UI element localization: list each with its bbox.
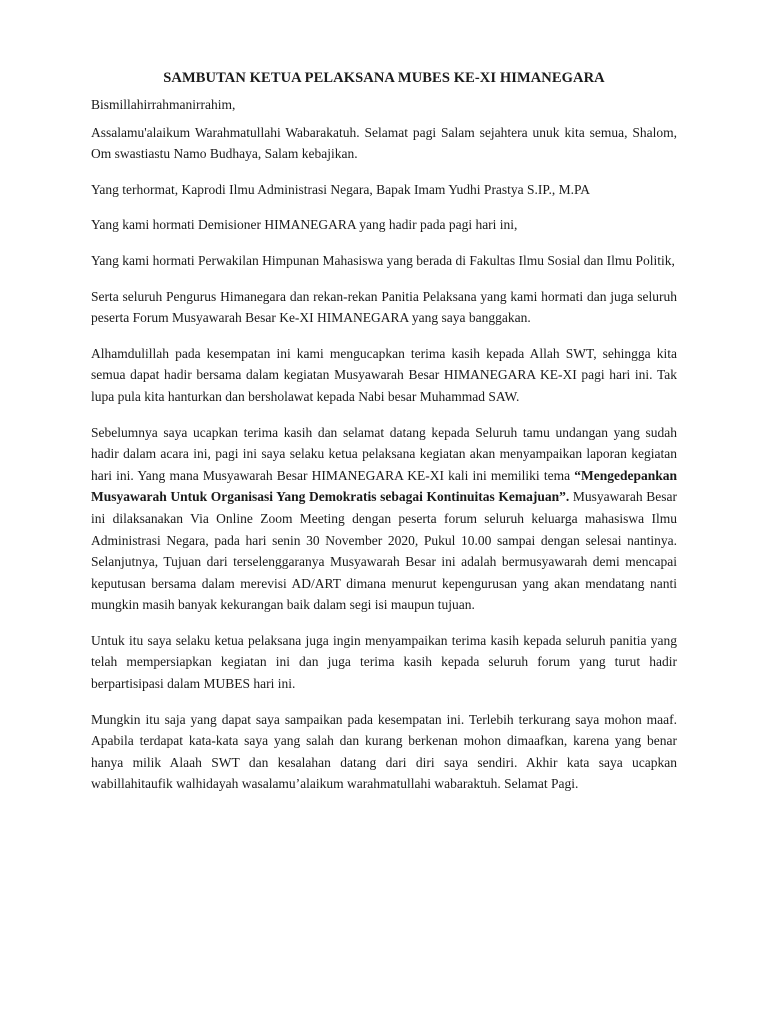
document-title: SAMBUTAN KETUA PELAKSANA MUBES KE-XI HIMANEGARA <box>163 70 605 86</box>
paragraph-alhamdulillah: Alhamdulillah pada kesempatan ini kami mengucapkan terima kasih kepada Allah SWT, sehingga kita semua dapat hadir bersama dalam kegiatan Musyawarah Besar HIMANEGARA KE-XI pagi hari ini. Tak lupa pula kita hanturkan dan bersholawat kepada Nabi besar Muhammad SAW. <box>91 345 677 404</box>
honor-line-kaprodi: Yang terhormat, Kaprodi Ilmu Administrasi Negara, Bapak Imam Yudhi Prastya S.IP., M.PA <box>91 181 590 197</box>
honor-line-perwakilan: Yang kami hormati Perwakilan Himpunan Mahasiswa yang berada di Fakultas Ilmu Sosial dan Ilmu Politik, <box>91 252 675 268</box>
honor-line-demisioner: Yang kami hormati Demisioner HIMANEGARA yang hadir pada pagi hari ini, <box>91 217 518 233</box>
opening-line: Bismillahirrahmanirrahim, <box>91 97 236 112</box>
paragraph-laporan-kegiatan <box>91 422 677 616</box>
event-theme: “Mengedepankan Musyawarah Untuk Organisasi Yang Demokratis sebagai Kontinuitas Kemajuan”. <box>91 467 677 505</box>
greeting-paragraph: Assalamu'alaikum Warahmatullahi Wabarakatuh. Selamat pagi Salam sejahtera unuk kita semua, Shalom, Om swastiastu Namo Budhaya, Salam kebajikan. <box>91 124 677 162</box>
paragraph-laporan-detail: Musyawarah Besar ini dilaksanakan Via Online Zoom Meeting dengan peserta forum seluruh keluarga mahasiswa Ilmu Administrasi Negara, pada hari senin 30 November 2020, Pukul 10.00 sampai dengan selesai nantinya. Selanjutnya, Tujuan dari terselenggaranya Musyawarah Besar ini adalah bermusyawarah demi mencapai keputusan bersama dalam merevisi AD/ART dimana menurut kepengurusan yang akan mendatang nanti mungkin masih banyak kekurangan baik dalam segi isi maupun tujuan. <box>91 489 677 613</box>
paragraph-laporan-intro: Sebelumnya saya ucapkan terima kasih dan selamat datang kepada Seluruh tamu undangan yang sudah hadir dalam acara ini, pagi ini saya selaku ketua pelaksana kegiatan akan menyampaikan laporan kegiatan hari ini. Yang mana Musyawarah Besar HIMANEGARA KE-XI kali ini memiliki tema <box>91 424 677 483</box>
honor-line-pengurus: Serta seluruh Pengurus Himanegara dan rekan-rekan Panitia Pelaksana yang kami hormati dan juga seluruh peserta Forum Musyawarah Besar Ke-XI HIMANEGARA yang saya banggakan. <box>91 288 677 326</box>
paragraph-penutup: Mungkin itu saja yang dapat saya sampaikan pada kesempatan ini. Terlebih terkurang saya mohon maaf. Apabila terdapat kata-kata saya yang salah dan kurang berkenan mohon dimaafkan, karena yang benar hanya milik Alaah SWT dan kesalahan datang dari diri saya sendiri. Akhir kata saya ucapkan wabillahitaufik walhidayah wasalamu’alaikum warahmatullahi wabaraktuh. Selamat Pagi. <box>91 711 677 792</box>
paragraph-terima-kasih: Untuk itu saya selaku ketua pelaksana juga ingin menyampaikan terima kasih kepada seluruh panitia yang telah mempersiapkan kegiatan ini dan juga terima kasih kepada seluruh forum yang turut hadir berpartisipasi dalam MUBES hari ini. <box>91 632 677 692</box>
